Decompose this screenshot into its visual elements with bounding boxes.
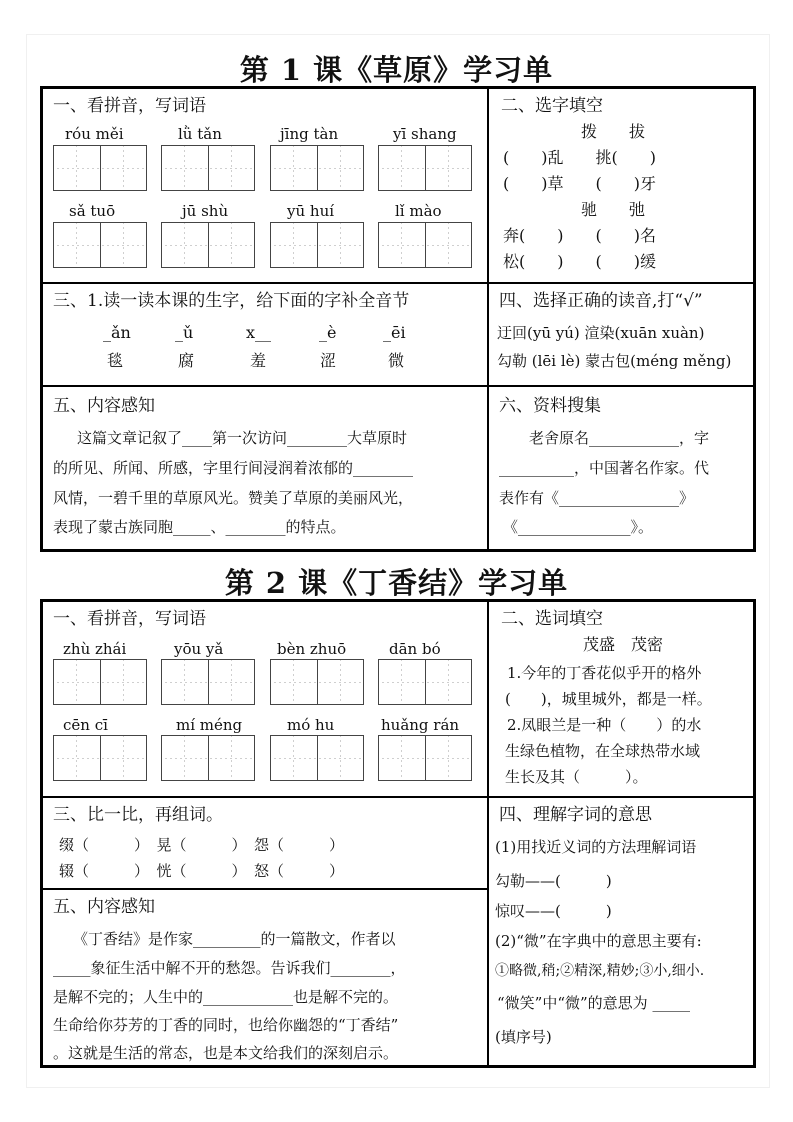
writing-grid[interactable] <box>161 735 255 781</box>
writing-grid[interactable] <box>53 222 147 268</box>
fill-line[interactable]: 缀（ ） 晃（ ） 怨（ ） <box>59 836 345 854</box>
fill-line[interactable]: 生长及其（ ）。 <box>505 768 648 786</box>
text-line: (2)“微”在字典中的意思主要有: <box>495 932 702 950</box>
writing-grid[interactable] <box>378 659 472 705</box>
text-line: 表作有《________________》 <box>499 489 695 507</box>
pinyin-label: yōu yǎ <box>174 640 224 658</box>
pinyin-label: cēn cī <box>63 716 108 734</box>
l2-section-choose-word <box>488 601 754 797</box>
text-line: ①略微,稍;②精深,精妙;③小,细小. <box>495 963 705 979</box>
section-heading: 二、选字填空 <box>501 96 603 116</box>
text-line: (填序号) <box>495 1028 552 1046</box>
l2-section-pinyin-words <box>42 601 488 797</box>
pinyin-label: yū huí <box>287 202 335 220</box>
text-line: 。这就是生活的常态，也是本文给我们的深刻启示。 <box>53 1044 399 1062</box>
text-line: 是解不完的；人生中的____________也是解不完的。 <box>53 988 399 1006</box>
lesson1-sheet <box>40 86 756 552</box>
text-line: 1.今年的丁香花似乎开的格外 <box>507 664 702 682</box>
l1-section-pronunciation <box>488 283 754 386</box>
syllable-blank[interactable]: x__ <box>246 323 272 342</box>
pinyin-label: dān bó <box>389 640 441 658</box>
char: 羞 <box>250 351 267 370</box>
syllable-blank[interactable]: _ǎn <box>103 323 131 342</box>
writing-grid[interactable] <box>378 222 472 268</box>
l2-section-meaning <box>488 797 754 1066</box>
pinyin-label: mó hu <box>287 716 335 734</box>
syllable-blank[interactable]: _è <box>319 323 337 342</box>
char-pair: 驰 弛 <box>581 200 646 219</box>
section-heading: 六、资料搜集 <box>499 396 601 416</box>
choice-line[interactable]: 迂回(yū yú) 渲染(xuān xuàn) <box>497 324 705 342</box>
lesson2-sheet <box>40 599 756 1068</box>
char: 微 <box>388 351 405 370</box>
syllable-blank[interactable]: _ǔ <box>175 323 194 342</box>
lesson1-title: 第 1 课《草原》学习单 <box>239 53 554 87</box>
fill-line[interactable]: 2.凤眼兰是一种（ ）的水 <box>507 716 702 734</box>
l1-section-content <box>42 386 488 550</box>
fill-line[interactable]: 奔( ) ( )名 <box>503 226 656 245</box>
l2-section-compare <box>42 797 488 889</box>
pinyin-label: jū shù <box>182 202 229 220</box>
section-heading: 五、内容感知 <box>53 897 155 917</box>
text-line: 《丁香结》是作家_________的一篇散文，作者以 <box>73 930 396 948</box>
writing-grid[interactable] <box>53 659 147 705</box>
writing-grid[interactable] <box>161 145 255 191</box>
fill-line[interactable]: 松( ) ( )缓 <box>503 252 656 271</box>
writing-grid[interactable] <box>378 735 472 781</box>
fill-line[interactable]: 勾勒——( ) <box>495 872 612 890</box>
section-heading: 三、比一比，再组词。 <box>53 805 223 825</box>
pinyin-label: lǐ mào <box>395 202 442 220</box>
pinyin-label: róu měi <box>65 125 124 143</box>
fill-line[interactable]: 辍（ ） 恍（ ） 怒（ ） <box>59 862 345 880</box>
text-line: __________，中国著名作家。代 <box>499 459 710 477</box>
word-pair: 茂盛 茂密 <box>583 635 664 654</box>
l1-section-research <box>488 386 754 550</box>
writing-grid[interactable] <box>378 145 472 191</box>
pinyin-label: lǜ tǎn <box>178 125 222 143</box>
section-heading: 一、看拼音，写词语 <box>53 96 206 116</box>
writing-grid[interactable] <box>270 145 364 191</box>
section-heading: 四、选择正确的读音,打“√” <box>499 291 703 311</box>
fill-line[interactable]: ( )乱 挑( ) <box>503 148 656 167</box>
text-line: 《_______________》。 <box>503 518 654 536</box>
writing-grid[interactable] <box>161 659 255 705</box>
writing-grid[interactable] <box>270 222 364 268</box>
fill-line[interactable]: ( )草 ( )牙 <box>503 174 656 193</box>
l1-section-pinyin-words <box>42 88 488 283</box>
text-line: _____象征生活中解不开的愁怨。告诉我们________， <box>53 959 406 977</box>
section-heading: 二、选词填空 <box>501 609 603 629</box>
choice-line[interactable]: 勾勒 (lēi lè) 蒙古包(méng měng) <box>497 352 732 370</box>
writing-grid[interactable] <box>270 659 364 705</box>
l1-section-syllables <box>42 283 488 386</box>
char: 毯 <box>107 351 124 370</box>
writing-grid[interactable] <box>53 735 147 781</box>
char: 涩 <box>320 351 337 370</box>
writing-grid[interactable] <box>161 222 255 268</box>
text-line: 生命给你芬芳的丁香的同时，也给你幽怨的“丁香结” <box>53 1016 399 1034</box>
pinyin-label: huǎng rán <box>381 716 460 734</box>
section-heading: 四、理解字词的意思 <box>499 805 652 825</box>
section-heading: 三、1.读一读本课的生字，给下面的字补全音节 <box>53 291 410 311</box>
char-pair: 拨 拔 <box>581 122 646 141</box>
pinyin-label: jīng tàn <box>280 125 339 143</box>
text-line: 的所见、所闻、所感，字里行间浸润着浓郁的________ <box>53 459 414 477</box>
l2-section-content <box>42 889 488 1066</box>
pinyin-label: bèn zhuō <box>277 640 347 658</box>
pinyin-label: zhù zhái <box>63 640 127 658</box>
pinyin-label: mí méng <box>176 716 243 734</box>
writing-grid[interactable] <box>53 145 147 191</box>
section-heading: 一、看拼音，写词语 <box>53 609 206 629</box>
fill-line[interactable]: “微笑”中“微”的意思为 _____ <box>497 994 690 1012</box>
text-line: 风情，一碧千里的草原风光。赞美了草原的美丽风光， <box>53 489 414 507</box>
text-line: 这篇文章记叙了____第一次访问________大草原时 <box>77 429 408 447</box>
pinyin-label: yī shang <box>393 125 457 143</box>
writing-grid[interactable] <box>270 735 364 781</box>
fill-line[interactable]: ( )，城里城外，都是一样。 <box>505 690 712 708</box>
char: 腐 <box>178 351 195 370</box>
syllable-blank[interactable]: _ēi <box>383 323 406 342</box>
text-line: (1)用找近义词的方法理解词语 <box>495 838 697 856</box>
text-line: 老舍原名____________，字 <box>529 429 710 447</box>
fill-line[interactable]: 惊叹——( ) <box>495 902 612 920</box>
l1-section-choose-char <box>488 88 754 283</box>
lesson2-title: 第 2 课《丁香结》学习单 <box>224 566 569 600</box>
text-line: 生绿色植物，在全球热带水域 <box>505 742 701 760</box>
text-line: 表现了蒙古族同胞_____、________的特点。 <box>53 518 346 536</box>
pinyin-label: sǎ tuō <box>69 202 116 220</box>
section-heading: 五、内容感知 <box>53 396 155 416</box>
